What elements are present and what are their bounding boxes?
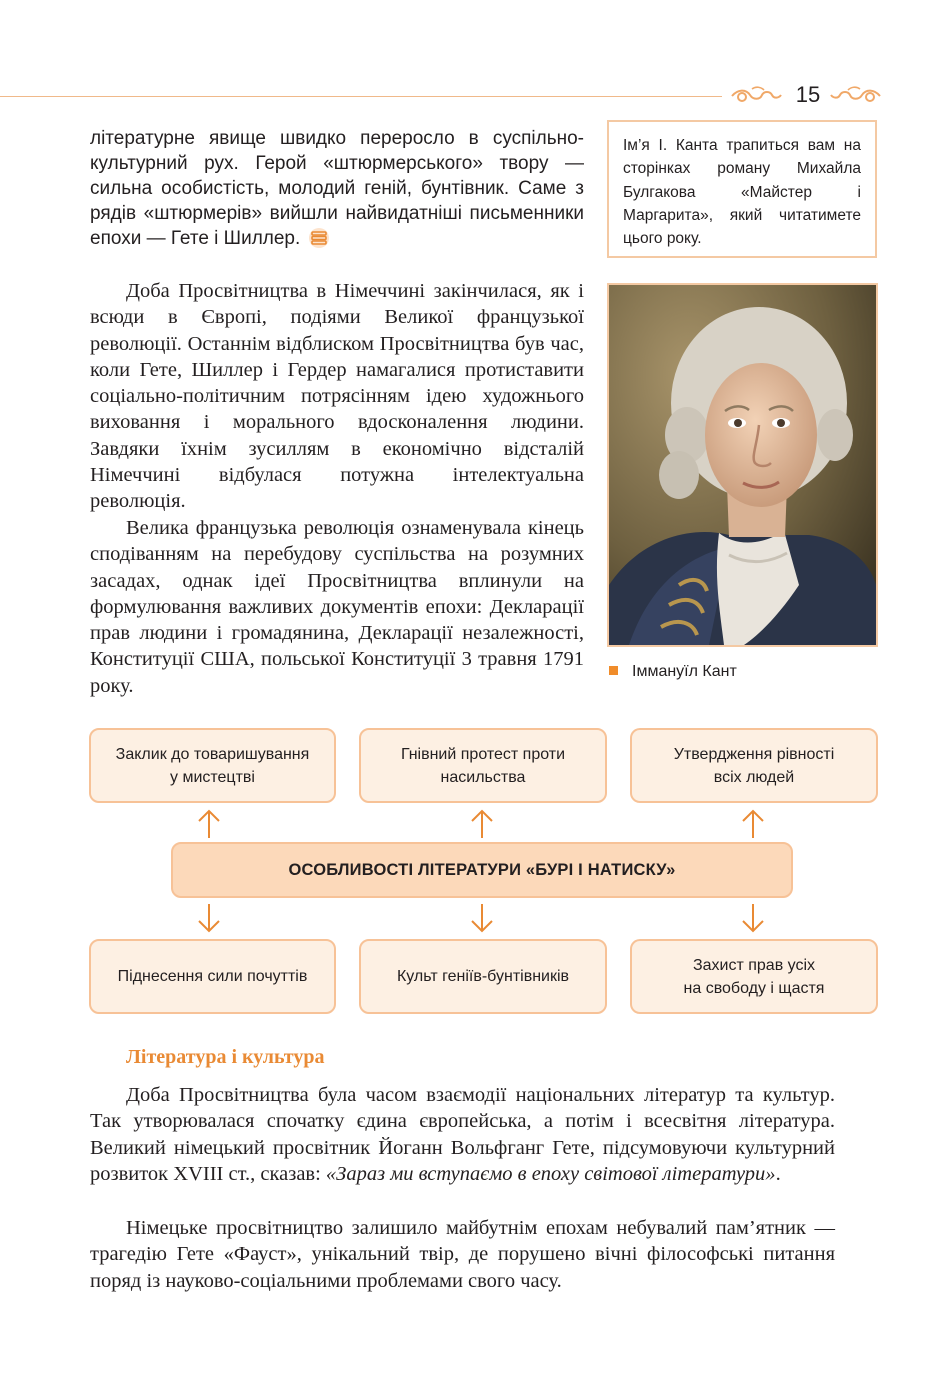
intro-text: літературне явище швидко переросло в суспільно-культурний рух. Герой «штюрмерського» твору — сильна особистість, молодий геній, бунтівник. Саме з рядів «штюрмерів» вийшли найвидатніші письменники епохи — Гете і Шиллер. [90, 128, 584, 249]
box-line: насильства [440, 768, 526, 786]
box-line: Заклик до товаришування [115, 745, 310, 763]
body-paragraph-2: Велика французька революція ознаменувала кінець сподіванням на перебудову суспільства на розумних засадах, однак ідеї Просвітництва вплинули на формулювання важливих документів епохи: Декларації прав людини і громадянина, Декларації незалежності, Конституції США, польської Конституції 3 травня 1791 року. [90, 517, 584, 697]
diagram-bottom-box-1 [89, 939, 336, 1014]
body-paragraph-1: Доба Просвітництва в Німеччині закінчилася, як і всюди в Європі, подіями Великої французької революції. Останнім відблиском Просвітництва був час, коли Гете, Шиллер і Гердер намагалися протиставити соціально-політичним потрясінням ідею художнього виховання і морального вдосконалення людини. Завдяки їхнім зусиллям в економічно відсталій Німеччині відбулася потужна інтелектуальна революція. [90, 280, 584, 513]
box-line: на свободу і щастя [683, 979, 825, 997]
arrow-down-icon [741, 902, 765, 934]
body-paragraph-4: Німецьке просвітництво залишило майбутнім епохам небувалий пам’ятник — трагедію Гете «Фауст», унікальний твір, де порушено вічні філософські питання поряд із науково-соціальними проблемами свого часу. [90, 1217, 835, 1292]
box-line: Піднесення сили почуттів [117, 968, 308, 985]
box-line: Культ геніїв-бунтівників [396, 968, 570, 985]
arrow-up-icon [741, 808, 765, 840]
paragraph-3-end: . [775, 1162, 781, 1185]
box-line: всіх людей [713, 768, 795, 786]
portrait-caption-text: Іммануїл Кант [632, 663, 737, 680]
diagram-bottom-box-2 [359, 939, 607, 1014]
ornament-left-icon [728, 83, 784, 107]
diagram-top-box-3 [630, 728, 878, 803]
portrait-image [609, 285, 876, 645]
box-line: Гнівний протест проти [400, 745, 566, 763]
sidebar-note-text: Ім’я І. Канта трапиться вам на сторінках роману Михайла Булгакова «Майстер і Маргарита», який читатимете цього року. [623, 137, 861, 248]
sidebar-note [607, 120, 877, 258]
book-icon [306, 227, 332, 249]
arrow-down-icon [197, 902, 221, 934]
paragraph-3-text: Доба Просвітництва була часом взаємодії національних літератур та культур. Так утворювалася спочатку єдина європейська, а потім і всесвітня література. Великий німецький просвітник Йоганн Вольфганг Гете, підсумовуючи культурний розвиток XVIII ст., сказав: [90, 1084, 835, 1185]
header-rule [0, 96, 722, 97]
box-line: Захист прав усіх [692, 956, 816, 974]
page-number: 15 [795, 82, 821, 107]
section-heading: Література і культура [126, 1046, 325, 1068]
kant-portrait [607, 283, 878, 647]
body-paragraph-3 [90, 1082, 835, 1187]
diagram-top-box-2 [359, 728, 607, 803]
arrow-up-icon [197, 808, 221, 840]
diagram-center-label: ОСОБЛИВОСТІ ЛІТЕРАТУРИ «БУРІ І НАТИСКУ» [288, 860, 676, 879]
arrow-down-icon [470, 902, 494, 934]
bullet-square-icon [609, 666, 618, 675]
box-line: Утвердження рівності [673, 745, 835, 763]
diagram-bottom-box-3 [630, 939, 878, 1014]
portrait-caption [609, 663, 737, 681]
intro-paragraph [90, 126, 584, 251]
ornament-right-icon [828, 83, 884, 107]
arrow-up-icon [470, 808, 494, 840]
goethe-quote: «Зараз ми вступаємо в епоху світової літератури» [325, 1162, 776, 1185]
diagram-top-box-1 [89, 728, 336, 803]
box-line: у мистецтві [170, 768, 255, 786]
diagram-center-box [171, 842, 793, 898]
